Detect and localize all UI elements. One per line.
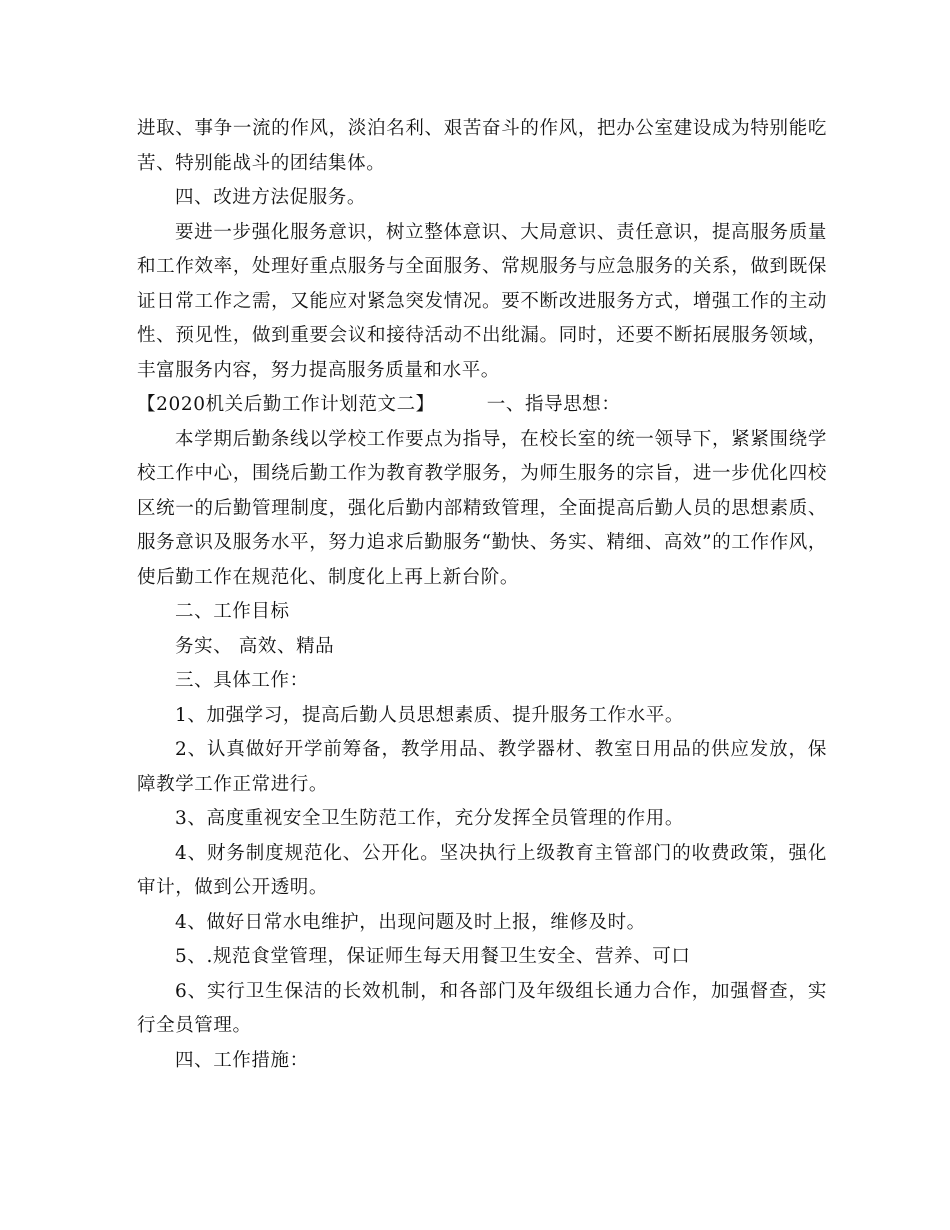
section-heading-row — [137, 388, 827, 423]
text-line: 三、具体工作： — [175, 670, 309, 691]
text-line: 4、做好日常水电维护，出现问题及时上报，维修及时。 — [175, 911, 646, 933]
text-line: 区统一的后勤管理制度，强化后勤内部精致管理，全面提高后勤人员的思想素质、 — [137, 497, 827, 519]
text-line: 1、加强学习，提高后勤人员思想素质、提升服务工作水平。 — [175, 704, 684, 726]
document-page — [137, 112, 827, 1078]
text-line: 4、财务制度规范化、公开化。坚决执行上级教育主管部门的收费政策，强化 — [175, 842, 827, 864]
section-title: 【2020机关后勤工作计划范文二】 — [137, 394, 435, 415]
text-line: 性、预见性，做到重要会议和接待活动不出纰漏。同时，还要不断拓展服务领域， — [137, 325, 827, 346]
text-line: 2、认真做好开学前筹备，教学用品、教学器材、教室日用品的供应发放，保 — [175, 739, 827, 760]
section-subtitle: 一、指导思想： — [486, 394, 621, 415]
text-line: 5、.规范食堂管理，保证师生每天用餐卫生安全、营养、可口 — [175, 946, 691, 967]
text-line: 四、工作措施： — [175, 1049, 309, 1071]
document-body-part2 — [137, 423, 827, 1079]
text-line: 障教学工作正常进行。 — [137, 773, 329, 795]
text-line: 丰富服务内容，努力提高服务质量和水平。 — [137, 359, 500, 381]
text-line: 证日常工作之需，又能应对紧急突发情况。要不断改进服务方式，增强工作的主动 — [137, 290, 827, 312]
text-line: 服务意识及服务水平，努力追求后勤服务“勤快、务实、精细、高效”的工作作风， — [137, 532, 827, 553]
text-line: 行全员管理。 — [137, 1015, 252, 1036]
document-body-part1 — [137, 112, 827, 388]
text-line: 要进一步强化服务意识，树立整体意识、大局意识、责任意识，提高服务质量 — [175, 221, 827, 243]
text-line: 审计，做到公开透明。 — [137, 877, 329, 898]
text-line: 苦、特别能战斗的团结集体。 — [137, 152, 386, 174]
text-line: 6、实行卫生保洁的长效机制，和各部门及年级组长通力合作，加强督查，实 — [175, 980, 827, 1002]
text-line: 和工作效率，处理好重点服务与全面服务、常规服务与应急服务的关系，做到既保 — [137, 256, 827, 277]
text-line: 使后勤工作在规范化、制度化上再上新台阶。 — [137, 566, 520, 588]
text-line: 校工作中心，围绕后勤工作为教育教学服务，为师生服务的宗旨，进一步优化四校 — [137, 463, 827, 484]
text-line: 四、改进方法促服务。 — [175, 187, 367, 208]
text-line: 3、高度重视安全卫生防范工作，充分发挥全员管理的作用。 — [175, 808, 684, 829]
text-line: 二、工作目标 — [175, 601, 290, 622]
text-line: 务实、 高效、精品 — [175, 635, 335, 657]
text-line: 进取、事争一流的作风，淡泊名利、艰苦奋斗的作风，把办公室建设成为特别能吃 — [137, 118, 827, 139]
text-line: 本学期后勤条线以学校工作要点为指导，在校长室的统一领导下，紧紧围绕学 — [175, 428, 827, 450]
